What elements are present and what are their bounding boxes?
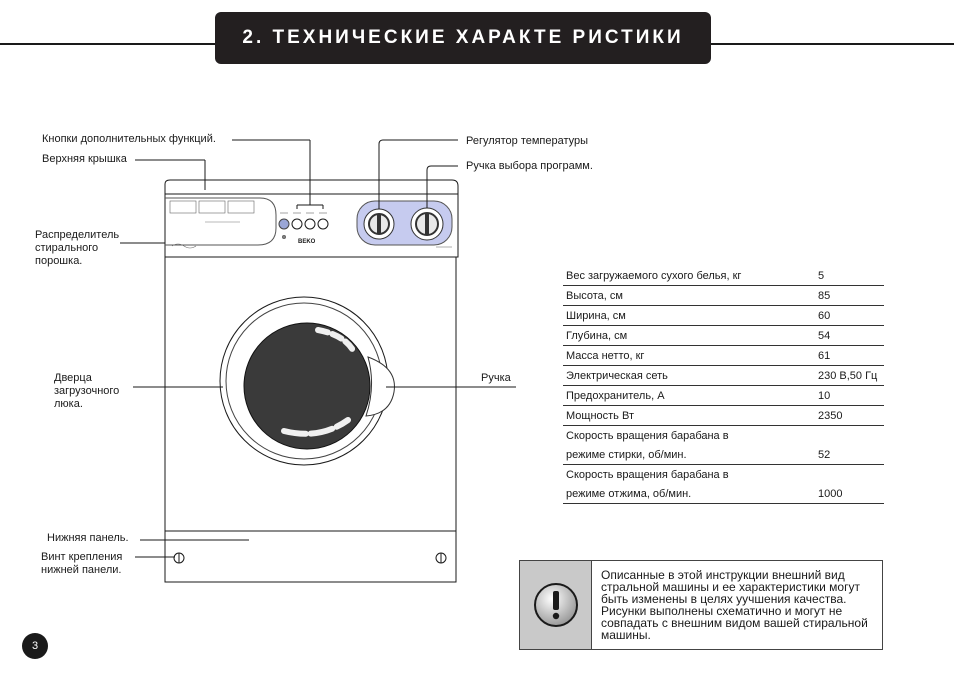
- spec-value: 1000: [815, 484, 884, 504]
- spec-label: Скорость вращения барабана в: [566, 429, 729, 442]
- label-handle: Ручка: [481, 372, 511, 384]
- label-extra-buttons: Кнопки дополнительных функций.: [42, 133, 216, 145]
- label-temp-regulator: Регулятор температуры: [466, 135, 589, 147]
- spec-value: 60: [815, 306, 884, 326]
- spec-label: Электрическая сеть: [563, 366, 815, 386]
- note-icon-panel: [520, 561, 592, 649]
- machine-brand: BEKO: [298, 239, 316, 245]
- function-button-4: [318, 219, 328, 229]
- spec-value: [815, 465, 884, 485]
- spec-value: 61: [815, 346, 884, 366]
- exclamation-icon: [533, 582, 579, 628]
- spec-value: 52: [815, 445, 884, 465]
- spec-label: Вес загружаемого сухого белья, кг: [563, 266, 815, 286]
- table-row: [563, 426, 884, 446]
- table-row: [563, 445, 884, 465]
- table-row: [563, 465, 884, 485]
- specs-table: [563, 266, 884, 504]
- page-number: [22, 633, 48, 659]
- spec-value: 5: [815, 266, 884, 286]
- function-button-2: [292, 219, 302, 229]
- top-cover: [165, 180, 458, 195]
- spec-label: режиме отжима, об/мин.: [563, 484, 815, 504]
- table-row: [563, 406, 884, 426]
- spec-label: Высота, см: [563, 286, 815, 306]
- function-button-3: [305, 219, 315, 229]
- table-row: [563, 326, 884, 346]
- table-row: [563, 306, 884, 326]
- table-row: [563, 266, 884, 286]
- spec-label: Мощность Вт: [563, 406, 815, 426]
- table-row: [563, 366, 884, 386]
- spec-label: Ширина, см: [563, 306, 815, 326]
- label-lower-panel: Нижняя панель.: [47, 532, 129, 544]
- indicator-lamp: [283, 236, 286, 239]
- section-title: 2. ТЕХНИЧЕСКИЕ ХАРАКТЕ РИСТИКИ: [242, 27, 684, 48]
- table-row: [563, 484, 884, 504]
- spec-value: 10: [815, 386, 884, 406]
- spec-label: Скорость вращения барабана в: [566, 468, 729, 481]
- note-box: [519, 560, 883, 650]
- table-row: [563, 386, 884, 406]
- label-door: Дверца загрузочного люка.: [54, 372, 120, 410]
- table-row: [563, 346, 884, 366]
- spec-value: 2350: [815, 406, 884, 426]
- spec-value: [815, 426, 884, 446]
- door-glass: [244, 323, 370, 449]
- spec-label: Масса нетто, кг: [563, 346, 815, 366]
- spec-label: Предохранитель, А: [563, 386, 815, 406]
- label-screw: Винт крепления нижней панели.: [41, 551, 123, 576]
- page-number-text: 3: [31, 640, 39, 652]
- function-button-1: [279, 219, 289, 229]
- label-program-knob: Ручка выбора программ.: [466, 160, 593, 172]
- spec-value: 54: [815, 326, 884, 346]
- spec-value: 85: [815, 286, 884, 306]
- spec-value: 230 В,50 Гц: [815, 366, 884, 386]
- table-row: [563, 286, 884, 306]
- spec-label: Глубина, см: [563, 326, 815, 346]
- label-dispenser: Распределитель стирального порошка.: [35, 229, 120, 267]
- spec-label: режиме стирки, об/мин.: [563, 445, 815, 465]
- note-text: Описанные в этой инструкции внешний вид стральной машины и ее характеристики могут быть изменены в целях уучшения качества. Рисунки выполнены схематично и могут не совпадать с внешним видом вашей стиральной машины.: [601, 568, 868, 642]
- label-top-cover: Верхняя крышка: [42, 153, 127, 165]
